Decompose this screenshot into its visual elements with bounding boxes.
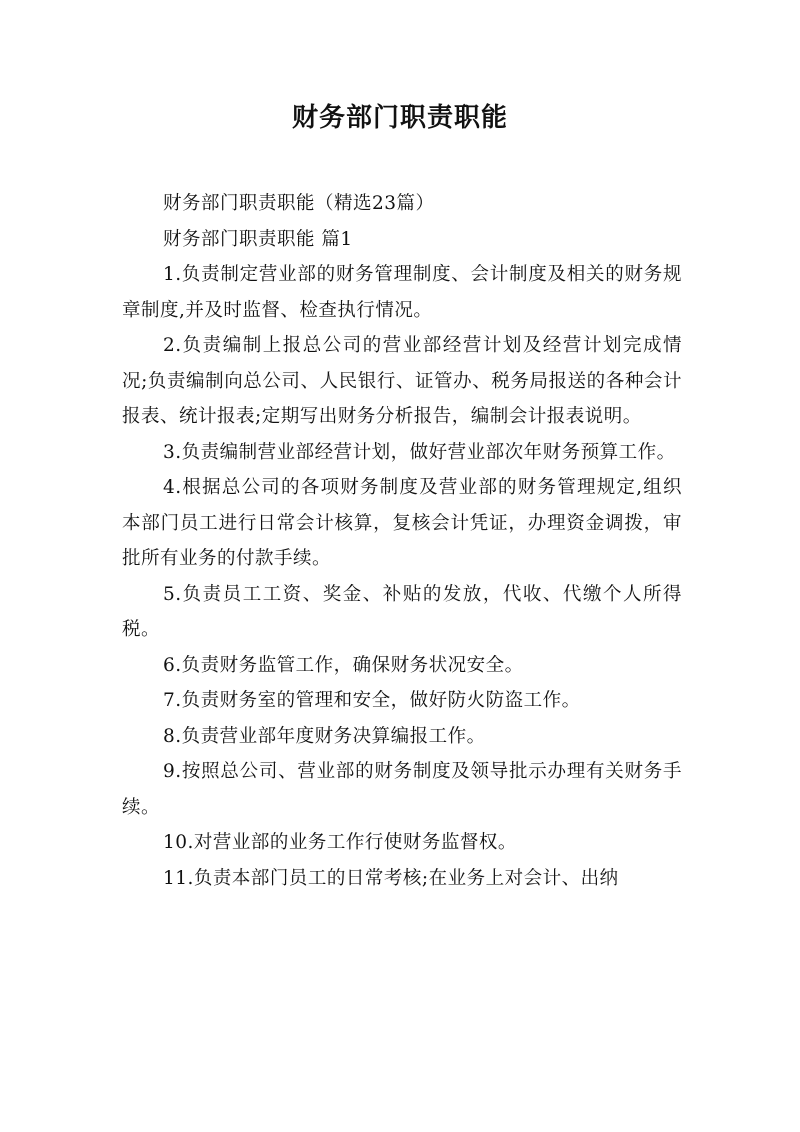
section-heading: 财务部门职责职能 篇1 <box>163 228 353 250</box>
document-body <box>122 186 682 896</box>
paragraph-item-2: 2.负责编制上报总公司的营业部经营计划及经营计划完成情况;负责编制向总公司、人民银行、证管办、税务局报送的各种会计报表、统计报表;定期写出财务分析报告，编制会计报表说明。 <box>122 335 682 427</box>
paragraph-item-1: 1.负责制定营业部的财务管理制度、会计制度及相关的财务规章制度,并及时监督、检查执行情况。 <box>122 264 682 321</box>
paragraph-item-5: 5.负责员工工资、奖金、补贴的发放，代收、代缴个人所得税。 <box>122 583 682 640</box>
document-subtitle: 财务部门职责职能（精选23篇） <box>163 193 435 214</box>
paragraph-item-7: 7.负责财务室的管理和安全，做好防火防盗工作。 <box>163 690 581 711</box>
paragraph-item-10: 10.对营业部的业务工作行使财务监督权。 <box>163 832 517 853</box>
paragraph-item-9: 9.按照总公司、营业部的财务制度及领导批示办理有关财务手续。 <box>122 761 682 818</box>
paragraph-item-8: 8.负责营业部年度财务决算编报工作。 <box>163 725 486 747</box>
document-title: 财务部门职责职能 <box>291 103 508 133</box>
paragraph-item-4: 4.根据总公司的各项财务制度及营业部的财务管理规定,组织本部门员工进行日常会计核算，复核会计凭证，办理资金调拨，审批所有业务的付款手续。 <box>122 477 682 569</box>
paragraph-item-6: 6.负责财务监管工作，确保财务状况安全。 <box>163 654 524 676</box>
paragraph-item-3: 3.负责编制营业部经营计划，做好营业部次年财务预算工作。 <box>163 441 676 463</box>
paragraph-item-11: 11.负责本部门员工的日常考核;在业务上对会计、出纳 <box>163 867 619 889</box>
